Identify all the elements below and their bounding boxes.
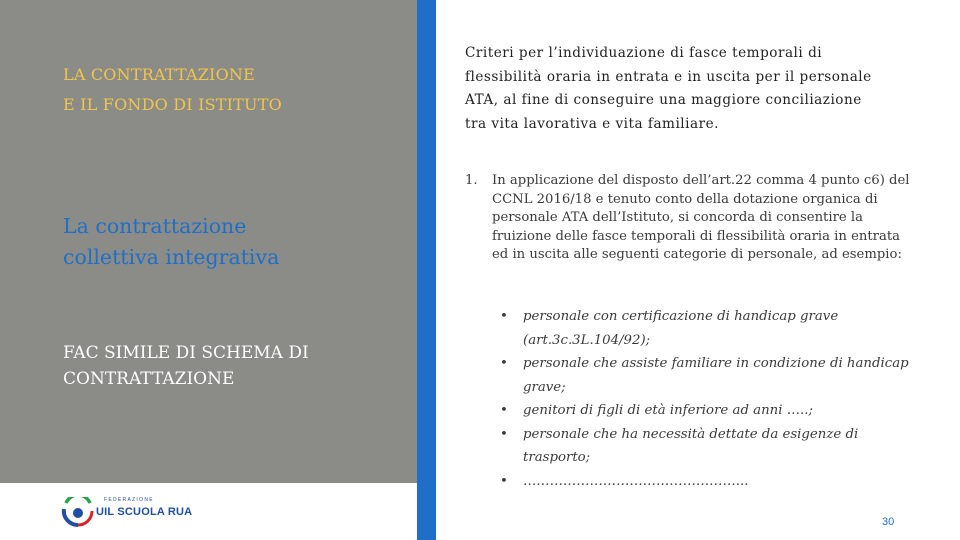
subtitle-line1: La contrattazione — [63, 214, 247, 238]
item-text — [492, 172, 910, 265]
subtitle-line2: collettiva integrativa — [63, 245, 280, 269]
list-item — [500, 470, 909, 494]
uil-scuola-logo — [60, 497, 193, 527]
heading-line: Criteri per l’individuazione di fasce temporali di — [465, 45, 823, 61]
criteria-heading — [465, 42, 935, 136]
list-item — [500, 423, 909, 470]
list-item-line: grave; — [523, 379, 566, 395]
list-item-line: personale con certificazione di handicap grave — [523, 309, 839, 324]
bullet-icon: • — [500, 356, 508, 371]
section-title — [63, 60, 282, 120]
list-item — [500, 352, 909, 399]
subtitle — [63, 211, 279, 273]
item-line: In applicazione del disposto dell’art.22 comma 4 punto c6) del — [492, 173, 910, 188]
section-title-line2: E IL FONDO DI ISTITUTO — [63, 95, 282, 114]
list-item-line: …………………………………………... — [523, 473, 749, 489]
bullet-icon: • — [500, 403, 508, 418]
list-item — [500, 399, 909, 423]
item-number: 1. — [465, 173, 478, 188]
bullet-icon: • — [500, 309, 508, 324]
fac-simile-label — [63, 340, 309, 392]
personnel-bullet-list — [500, 305, 909, 493]
heading-line: ATA, al fine di conseguire una maggiore conciliazione — [465, 92, 862, 108]
item-line: ed in uscita alle seguenti categorie di personale, ad esempio: — [492, 247, 902, 262]
item-line: CCNL 2016/18 e tenuto conto della dotazione organica di — [492, 191, 878, 207]
fac-line2: CONTRATTAZIONE — [63, 369, 235, 389]
item-line: personale ATA dell’Istituto, si concorda di consentire la — [492, 210, 863, 225]
list-item-line: personale che assiste familiare in condizione di handicap — [523, 356, 909, 371]
list-item-line: genitori di figli di età inferiore ad anni …..; — [523, 403, 813, 418]
heading-line: flessibilità oraria in entrata e in uscita per il personale — [465, 68, 872, 85]
bullet-icon: • — [500, 473, 508, 489]
list-item-line: trasporto; — [523, 450, 591, 465]
logo-emblem-icon — [60, 497, 96, 527]
list-item-line: (art.3c.3L.104/92); — [523, 332, 651, 348]
list-item-line: personale che ha necessità dettate da esigenze di — [523, 426, 859, 442]
logo-brand-text: UIL SCUOLA RUA — [96, 506, 193, 518]
item-line: fruizione delle fasce temporali di flessibilità oraria in entrata — [492, 228, 901, 244]
section-title-line1: LA CONTRATTAZIONE — [63, 65, 255, 84]
heading-line: tra vita lavorativa e vita familiare. — [465, 115, 719, 132]
fac-line1: FAC SIMILE DI SCHEMA DI — [63, 343, 309, 363]
accent-bar — [417, 0, 436, 540]
list-item — [500, 305, 909, 352]
bullet-icon: • — [500, 426, 508, 442]
logo-top-text: FEDERAZIONE — [104, 497, 154, 503]
page-number: 30 — [882, 516, 895, 528]
